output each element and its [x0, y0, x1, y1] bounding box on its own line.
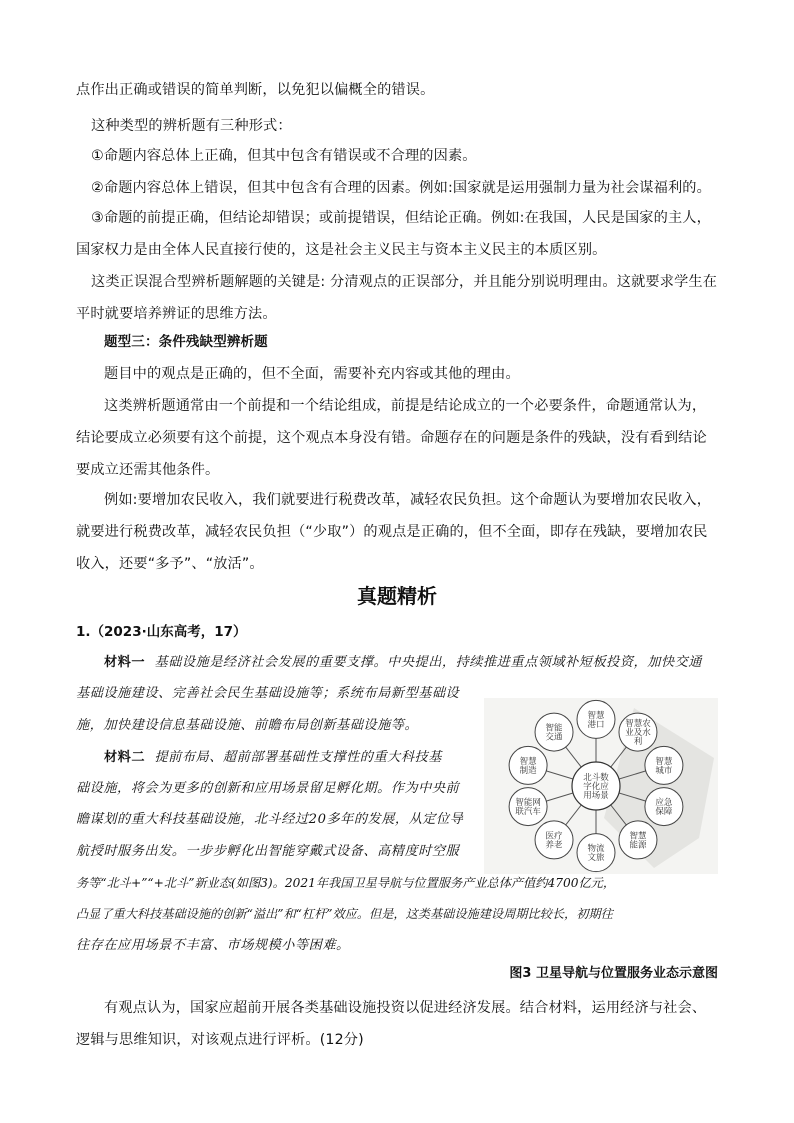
diagram-center-label: 字化应	[583, 782, 609, 792]
question-prompt: 有观点认为，国家应超前开展各类基础设施投资以促进经济发展。结合材料，运用经济与社会、逻辑与思维知识，对该观点进行评析。(12分)	[76, 1000, 707, 1048]
material-2-line-2: 础设施，将会为更多的创新和应用场景留足孵化期。作为中央前	[76, 781, 460, 796]
diagram-node-label: 智慧	[629, 831, 647, 842]
diagram-node-label: 利	[633, 737, 643, 748]
material-2-line-3: 瞻谋划的重大科技基础设施，北斗经过20多年的发展，从定位导	[76, 812, 464, 827]
beidou-application-diagram	[484, 698, 718, 874]
diagram-node-label: 交通	[545, 732, 563, 743]
section-heading-type3: 题型三：条件残缺型辨析题	[104, 334, 268, 350]
diagram-node-label: 联汽车	[515, 807, 541, 818]
paragraph-10: 例如:要增加农民收入，我们就要进行税费改革，减轻农民负担。这个命题认为要增加农民收入，就要进行税费改革，减轻农民负担（“少取”）的观点是正确的，但不全面，即存在残缺，要增加农民收入，还要“多予”、“放活”。	[76, 492, 712, 572]
diagram-node-label: 城市	[655, 765, 673, 776]
material-1-label: 材料一	[104, 655, 146, 670]
diagram-node-label: 智能	[545, 723, 563, 734]
material-2-line-5: 务等“北斗+”“+北斗”新业态(如图3)。2021年我国卫星导航与位置服务产业总体产值约4700亿元，	[76, 876, 616, 890]
diagram-node-label: 港口	[587, 719, 605, 730]
diagram-center-label: 用场景	[583, 791, 609, 801]
diagram-node-label: 智慧	[655, 756, 673, 767]
paragraph-5: ③命题的前提正确，但结论却错误；或前提错误，但结论正确。例如:在我国，人民是国家的主人，国家权力是由全体人民直接行使的，这是社会主义民主与资本主义民主的本质区别。	[76, 210, 711, 258]
diagram-node-label: 智慧农	[625, 719, 651, 730]
diagram-node-label: 制造	[519, 765, 537, 776]
paragraph-6: 这类正误混合型辨析题解题的关键是: 分清观点的正误部分，并且能分别说明理由。这就要求学生在平时就要培养辨证的思维方法。	[76, 274, 718, 322]
diagram-node-label: 物流	[587, 844, 605, 855]
diagram-svg	[484, 698, 718, 874]
diagram-node-label: 能源	[629, 840, 647, 851]
material-2-line-6: 凸显了重大科技基础设施的创新“溢出”和“杠杆”效应。但是，这类基础设施建设周期比较长，初期往	[76, 907, 613, 921]
diagram-node-label: 智能网	[515, 798, 541, 809]
question-number: 1.（2023·山东高考，17）	[76, 624, 247, 640]
diagram-node-label: 应急	[655, 798, 673, 809]
diagram-node-label: 业及水	[625, 728, 651, 739]
material-1-line-1: 材料一 基础设施是经济社会发展的重要支撑。中央提出，持续推进重点领域补短板投资，加快交通	[104, 655, 702, 670]
figure-caption: 图3 卫星导航与位置服务业态示意图	[509, 966, 718, 981]
paragraph-3: ①命题内容总体上正确，但其中包含有错误或不合理的因素。	[91, 148, 477, 164]
diagram-node-label: 智慧	[519, 756, 537, 767]
material-1-line-3: 施，加快建设信息基础设施、前瞻布局创新基础设施等。	[76, 718, 419, 733]
material-2-line-4: 航授时服务出发。一步步孵化出智能穿戴式设备、高精度时空服	[76, 844, 460, 859]
diagram-center-label: 北斗数	[583, 773, 609, 783]
page-title: 真题精析	[357, 584, 437, 608]
diagram-node-label: 医疗	[545, 831, 563, 842]
diagram-node-label: 智慧	[587, 710, 605, 721]
material-2-label: 材料二	[104, 750, 146, 765]
paragraph-9: 这类辨析题通常由一个前提和一个结论组成，前提是结论成立的一个必要条件，命题通常认为，结论要成立必须要有这个前提，这个观点本身没有错。命题存在的问题是条件的残缺，没有看到结论要成立还需其他条件。	[76, 398, 707, 478]
paragraph-4: ②命题内容总体上错误，但其中包含有合理的因素。例如:国家就是运用强制力量为社会谋福利的。	[91, 180, 711, 196]
material-2-line-1: 材料二 提前布局、超前部署基础性支撑性的重大科技基	[104, 750, 442, 765]
diagram-node-label: 保障	[655, 807, 673, 818]
diagram-node-label: 文旅	[587, 853, 605, 864]
paragraph-8: 题目中的观点是正确的，但不全面，需要补充内容或其他的理由。	[104, 366, 520, 382]
material-2-line-7: 往存在应用场景不丰富、市场规模小等困难。	[76, 938, 350, 953]
material-1-line-2: 基础设施建设、完善社会民生基础设施等；系统布局新型基础设	[76, 686, 460, 701]
diagram-node-label: 养老	[545, 840, 563, 851]
paragraph-2: 这种类型的辨析题有三种形式：	[91, 118, 292, 134]
paragraph-1: 点作出正确或错误的简单判断，以免犯以偏概全的错误。	[76, 82, 435, 98]
